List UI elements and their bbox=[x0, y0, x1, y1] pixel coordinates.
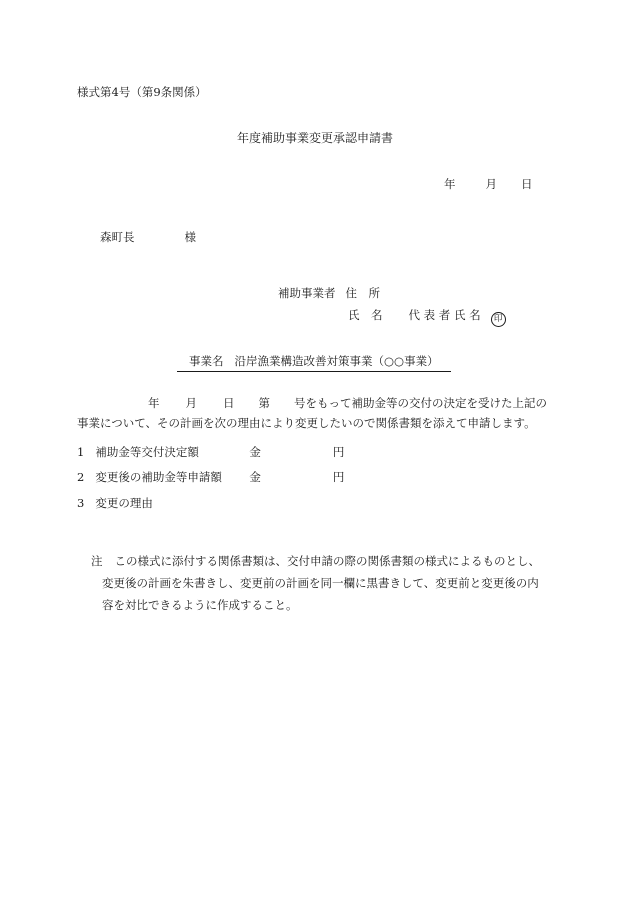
project-name-line bbox=[177, 356, 451, 372]
note-line-2: 変更後の計画を朱書きし、変更前の計画を同一欄に黒書きして、変更前と変更後の内 bbox=[102, 576, 539, 590]
body-line-1 bbox=[148, 398, 547, 410]
body-day: 日 bbox=[223, 396, 235, 410]
addressee bbox=[100, 232, 196, 244]
body-number-prefix: 第 bbox=[258, 396, 270, 410]
item-number: 2 bbox=[77, 470, 85, 484]
item-number: 1 bbox=[77, 445, 85, 459]
note-text-1: この様式に添付する関係書類は、交付申請の際の関係書類の様式によるものとし、 bbox=[114, 554, 540, 568]
item-label: 変更の理由 bbox=[95, 496, 153, 510]
date-month-label: 月 bbox=[485, 177, 497, 191]
body-month: 月 bbox=[185, 396, 197, 410]
representative-label: 代 表 者 氏 名 bbox=[408, 308, 481, 322]
body-line-1-text: 号をもって補助金等の交付の決定を受けた上記の bbox=[294, 396, 547, 410]
item-unit: 円 bbox=[332, 470, 345, 484]
body-line-2: 事業について、その計画を次の理由により変更したいので関係書類を添えて申請します。 bbox=[77, 416, 536, 430]
applicant-address-row bbox=[278, 288, 380, 300]
date-day-label: 日 bbox=[521, 177, 533, 191]
addressee-honorific: 様 bbox=[184, 230, 196, 244]
note-prefix: 注 bbox=[91, 554, 103, 568]
item-label: 変更後の補助金等申請額 bbox=[95, 470, 222, 484]
applicant-role-label: 補助事業者 bbox=[278, 286, 336, 300]
submission-date bbox=[444, 179, 533, 191]
item-number: 3 bbox=[77, 496, 85, 510]
item-grant-decision-amount bbox=[77, 447, 344, 459]
applicant-name-row bbox=[348, 310, 506, 327]
item-change-reason bbox=[77, 498, 153, 510]
seal-mark: 印 bbox=[491, 312, 506, 327]
item-label: 補助金等交付決定額 bbox=[95, 445, 199, 459]
name-label: 氏 名 bbox=[348, 308, 383, 322]
form-number: 様式第4号（第9条関係） bbox=[77, 85, 207, 99]
date-year-label: 年 bbox=[444, 177, 456, 191]
item-currency: 金 bbox=[249, 470, 261, 484]
address-label: 住 所 bbox=[345, 286, 380, 300]
body-year: 年 bbox=[148, 396, 160, 410]
note-line-1 bbox=[91, 556, 540, 568]
document-title: 年度補助事業変更承認申請書 bbox=[236, 131, 393, 145]
project-label: 事業名 bbox=[189, 354, 224, 368]
item-unit: 円 bbox=[332, 445, 345, 459]
item-currency: 金 bbox=[249, 445, 261, 459]
item-changed-application-amount bbox=[77, 472, 344, 484]
addressee-name: 森町長 bbox=[100, 230, 135, 244]
project-name: 沿岸漁業構造改善対策事業（○○事業） bbox=[234, 354, 439, 368]
note-line-3: 容を対比できるように作成すること。 bbox=[102, 598, 298, 612]
